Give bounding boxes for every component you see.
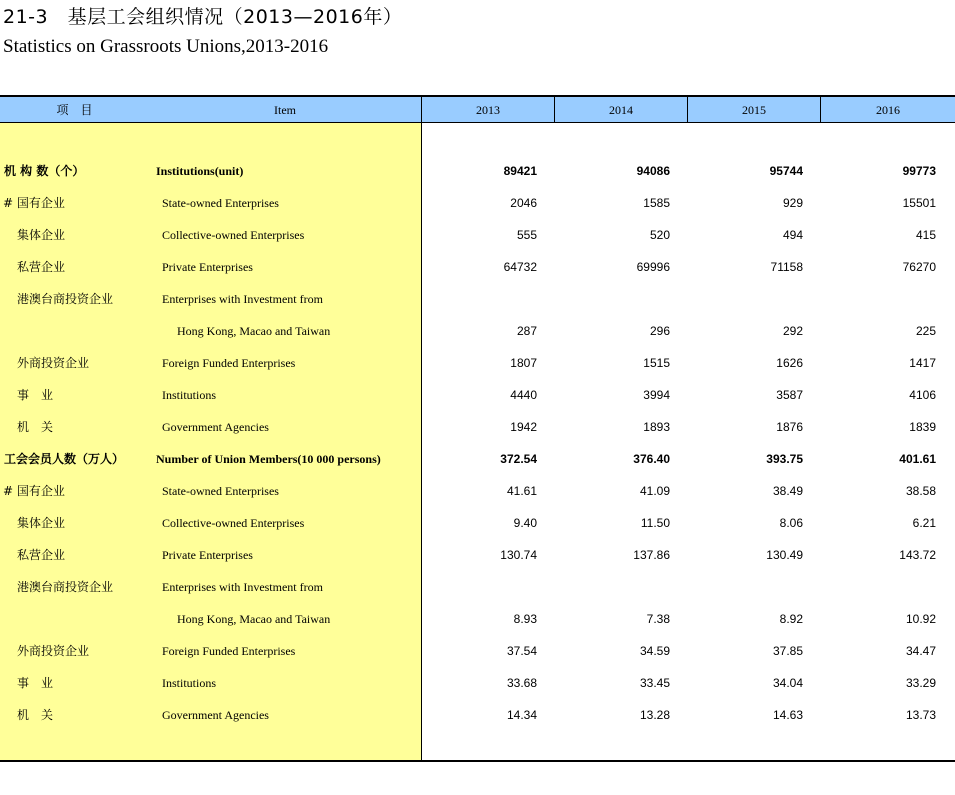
cell-value-2013 <box>422 283 537 315</box>
row-label-cn: 港澳台商投资企业 <box>17 580 114 594</box>
cell-value-2015: 393.75 <box>766 452 803 466</box>
cell-value-2013: 14.34 <box>506 708 537 722</box>
table-row <box>0 283 955 315</box>
table-row <box>0 571 955 603</box>
cell-value-2016: 415 <box>915 228 936 242</box>
cell-value-2013: 37.54 <box>506 644 537 658</box>
row-label-en: State-owned Enterprises <box>162 484 279 498</box>
row-label-cn: 外商投资企业 <box>17 356 90 370</box>
cell-value-2013: 8.93 <box>513 612 537 626</box>
cell-value-2013: 1807 <box>510 356 537 370</box>
row-label-en: Private Enterprises <box>162 260 253 274</box>
row-label-en: Government Agencies <box>162 708 269 722</box>
cell-value-2016: 1417 <box>909 356 936 370</box>
cell-value-2016 <box>821 283 936 315</box>
cell-value-2014: 11.50 <box>640 516 670 530</box>
table-row <box>0 155 955 187</box>
page-title: 21-3 基层工会组织情况（2013—2016年） <box>3 6 403 28</box>
cell-value-2014: 137.86 <box>633 548 670 562</box>
cell-value-2013: 4440 <box>510 388 537 402</box>
row-label-cn: 外商投资企业 <box>17 644 90 658</box>
header-year-2016: 2016 <box>821 97 955 123</box>
table-header <box>0 95 955 125</box>
row-label-en: Collective-owned Enterprises <box>162 516 305 530</box>
cell-value-2013: 89421 <box>503 164 537 178</box>
cell-value-2016: 225 <box>915 324 936 338</box>
cell-value-2015: 130.49 <box>766 548 803 562</box>
cell-value-2014: 376.40 <box>633 452 670 466</box>
row-label-cn: 港澳台商投资企业 <box>17 292 114 306</box>
cell-value-2016: 10.92 <box>905 612 936 626</box>
row-label-cn: 集体企业 <box>17 228 66 242</box>
row-label-cn: 事 业 <box>17 676 54 690</box>
cell-value-2014 <box>555 571 670 603</box>
table-bottom-rule <box>0 760 955 762</box>
cell-value-2016: 143.72 <box>899 548 936 562</box>
cell-value-2014: 69996 <box>636 260 670 274</box>
table-row <box>0 507 955 539</box>
cell-value-2013 <box>422 571 537 603</box>
row-label-cn: 事 业 <box>17 388 54 402</box>
table-row <box>0 475 955 507</box>
table-row <box>0 219 955 251</box>
cell-value-2013: 372.54 <box>500 452 537 466</box>
row-label-en: Hong Kong, Macao and Taiwan <box>177 612 331 626</box>
cell-value-2014: 7.38 <box>646 612 670 626</box>
header-item-cn: 项 目 <box>0 97 149 123</box>
cell-value-2016 <box>821 571 936 603</box>
cell-value-2014: 13.28 <box>639 708 670 722</box>
row-label-cn: 工会会员人数（万人） <box>4 452 125 466</box>
cell-value-2015: 37.85 <box>772 644 803 658</box>
cell-value-2016: 1839 <box>909 420 936 434</box>
cell-value-2014: 1893 <box>643 420 670 434</box>
table-row <box>0 539 955 571</box>
cell-value-2015: 71158 <box>770 260 803 274</box>
cell-value-2015: 95744 <box>769 164 803 178</box>
cell-value-2015: 1626 <box>776 356 803 370</box>
table-row <box>0 315 955 347</box>
cell-value-2015: 14.63 <box>772 708 803 722</box>
cell-value-2014: 296 <box>649 324 670 338</box>
row-label-en: State-owned Enterprises <box>162 196 279 210</box>
cell-value-2015: 38.49 <box>772 484 803 498</box>
row-label-en: Hong Kong, Macao and Taiwan <box>177 324 331 338</box>
header-year-2015: 2015 <box>688 97 821 123</box>
table-row <box>0 603 955 635</box>
cell-value-2016: 13.73 <box>905 708 936 722</box>
cell-value-2015: 929 <box>782 196 803 210</box>
row-label-en: Institutions <box>162 388 217 402</box>
row-label-cn: # 国有企业 <box>3 196 65 210</box>
row-label-en: Government Agencies <box>162 420 269 434</box>
table-row <box>0 635 955 667</box>
cell-value-2013: 64732 <box>503 260 537 274</box>
row-label-en: Private Enterprises <box>162 548 253 562</box>
row-label-en: Enterprises with Investment from <box>162 580 323 594</box>
cell-value-2015: 292 <box>782 324 803 338</box>
cell-value-2014: 520 <box>649 228 670 242</box>
table-row <box>0 411 955 443</box>
table-row <box>0 667 955 699</box>
header-year-2013: 2013 <box>422 97 555 123</box>
row-label-en: Institutions(unit) <box>156 164 244 178</box>
row-label-cn: 机 关 <box>17 420 54 434</box>
row-label-cn: 集体企业 <box>17 516 66 530</box>
row-label-en: Number of Union Members(10 000 persons) <box>156 452 381 466</box>
table-row <box>0 699 955 731</box>
cell-value-2016: 34.47 <box>905 644 936 658</box>
cell-value-2013: 41.61 <box>506 484 537 498</box>
header-year-2014: 2014 <box>555 97 688 123</box>
cell-value-2014: 34.59 <box>639 644 670 658</box>
cell-value-2013: 2046 <box>510 196 537 210</box>
table-row <box>0 347 955 379</box>
cell-value-2016: 33.29 <box>905 676 936 690</box>
row-label-en: Enterprises with Investment from <box>162 292 323 306</box>
cell-value-2014 <box>555 283 670 315</box>
cell-value-2015: 8.92 <box>779 612 803 626</box>
cell-value-2015 <box>688 571 803 603</box>
row-label-en: Collective-owned Enterprises <box>162 228 305 242</box>
cell-value-2013: 555 <box>516 228 537 242</box>
cell-value-2016: 6.21 <box>912 516 936 530</box>
cell-value-2014: 1515 <box>643 356 670 370</box>
cell-value-2016: 38.58 <box>905 484 936 498</box>
row-label-cn: 私营企业 <box>17 548 66 562</box>
cell-value-2015: 494 <box>782 228 803 242</box>
row-label-cn: 机 关 <box>17 708 54 722</box>
header-item-en: Item <box>149 97 422 123</box>
cell-value-2014: 33.45 <box>639 676 670 690</box>
row-label-en: Foreign Funded Enterprises <box>162 356 296 370</box>
table-row <box>0 443 955 475</box>
row-label-cn: 机 构 数（个） <box>4 164 85 178</box>
cell-value-2014: 94086 <box>636 164 670 178</box>
cell-value-2015: 1876 <box>776 420 803 434</box>
cell-value-2014: 1585 <box>643 196 670 210</box>
table-row <box>0 379 955 411</box>
cell-value-2013: 9.40 <box>513 516 537 530</box>
page-subtitle: Statistics on Grassroots Unions,2013-2016 <box>3 36 329 57</box>
cell-value-2016: 76270 <box>902 260 936 274</box>
cell-value-2014: 3994 <box>643 388 670 402</box>
row-label-en: Institutions <box>162 676 217 690</box>
cell-value-2016: 401.61 <box>899 452 936 466</box>
row-label-en: Foreign Funded Enterprises <box>162 644 296 658</box>
table-row <box>0 187 955 219</box>
table-row <box>0 251 955 283</box>
cell-value-2016: 99773 <box>902 164 936 178</box>
cell-value-2013: 1942 <box>510 420 537 434</box>
cell-value-2016: 4106 <box>909 388 936 402</box>
cell-value-2015: 8.06 <box>779 516 803 530</box>
row-label-cn: # 国有企业 <box>3 484 65 498</box>
cell-value-2016: 15501 <box>902 196 936 210</box>
cell-value-2013: 130.74 <box>500 548 537 562</box>
row-label-cn: 私营企业 <box>17 260 66 274</box>
cell-value-2015: 34.04 <box>772 676 803 690</box>
cell-value-2014: 41.09 <box>639 484 670 498</box>
cell-value-2013: 287 <box>516 324 537 338</box>
cell-value-2015: 3587 <box>776 388 803 402</box>
cell-value-2015 <box>688 283 803 315</box>
cell-value-2013: 33.68 <box>506 676 537 690</box>
